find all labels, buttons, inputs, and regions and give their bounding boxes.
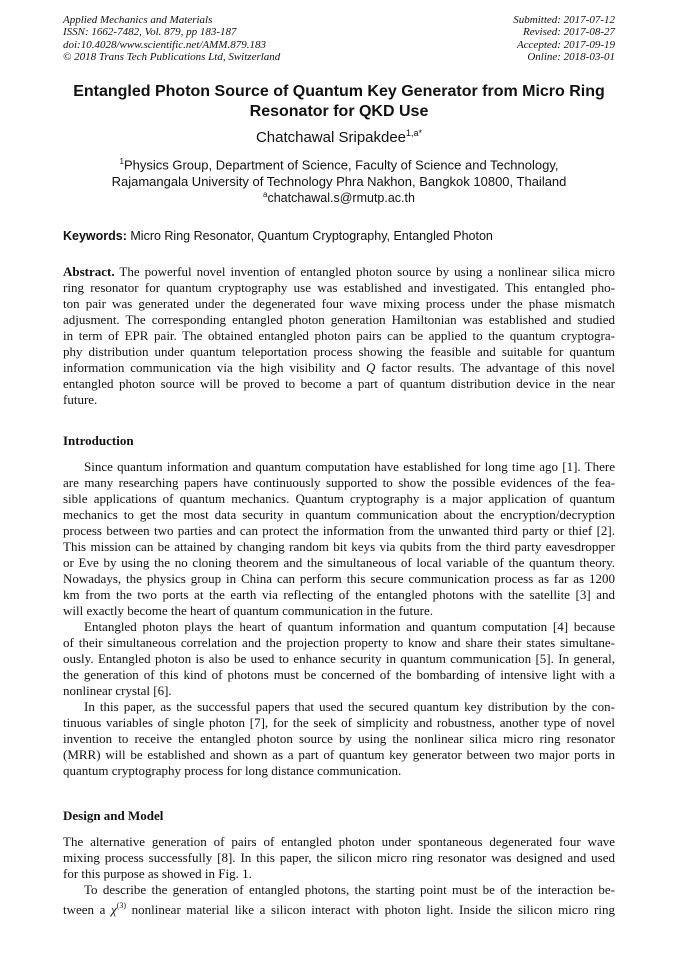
title-line: Resonator for QKD Use [249, 103, 429, 120]
abstract-label: Abstract. [63, 264, 115, 279]
affiliation [0, 153, 678, 190]
text-line: This mission can be attained by changing random bit keys via qubits from the third party eavesdropper [63, 539, 615, 554]
text-line: Since quantum information and quantum computation have established for long time ago [1]. There [84, 459, 615, 474]
text-segment: Q [366, 360, 376, 375]
email [0, 190, 678, 205]
text-line: Entangled photon plays the heart of quantum information and quantum computation [4] because [84, 619, 615, 634]
text-line: adjusment. The corresponding entangled photon generation Hamiltonian was established and studied [63, 312, 615, 327]
text-line [63, 360, 615, 376]
publication-dates [513, 14, 615, 63]
journal-info [63, 14, 280, 63]
section-introduction [63, 433, 615, 779]
section-design-and-model [63, 808, 615, 917]
revised-date: Revised: 2017-08-27 [523, 26, 615, 39]
paragraph [63, 834, 615, 882]
issn-volume: ISSN: 1662-7482, Vol. 879, pp 183-187 [63, 26, 237, 39]
paragraph [63, 699, 615, 779]
keywords [63, 229, 493, 243]
text-line: in term of EPR pair. The obtained entangled photon pairs can be applied to the quantum cryptogra- [63, 328, 615, 343]
copyright: © 2018 Trans Tech Publications Ltd, Switzerland [63, 50, 281, 63]
email-address[interactable]: chatchawal.s@rmutp.ac.th [267, 191, 415, 206]
text-line: process between two parties and can protect the information from the unwanted third party or thief [2]. [63, 523, 615, 538]
paragraph [63, 619, 615, 699]
text-line: In this paper, as the successful papers that used the secured quantum key distribution by the con- [84, 699, 615, 714]
section-heading: Introduction [63, 433, 134, 448]
text-line: (MRR) will be established and shown as a part of quantum key generator between two major ports in [63, 747, 615, 762]
doi: doi:10.4028/www.scientific.net/AMM.879.183 [63, 38, 266, 51]
text-line: will exactly become the heart of quantum communication in the future. [63, 603, 434, 618]
text-line: ton pair was generated under the degenerated four wave mixing process under the phase mismatch [63, 296, 615, 311]
paragraph [63, 264, 615, 408]
text-line: the generation of this kind of photons must be concerned of the bombarding of intensive light with a [63, 667, 615, 682]
author [0, 128, 678, 146]
affiliation-line: Physics Group, Department of Science, Faculty of Science and Technology, [123, 157, 559, 173]
text-line: ring resonator for quantum cryptography use was established and investigated. This entangled pho- [63, 280, 615, 295]
text-line: ously. Entangled photon is also be used to enhance security in quantum communication [5]. In general, [63, 651, 615, 666]
text-line: are many researching papers have continuously supported to show the possible evidences of the fea- [63, 475, 615, 490]
text-line [63, 898, 615, 917]
abstract [63, 264, 615, 408]
paper-title [40, 82, 638, 122]
accepted-date: Accepted: 2017-09-19 [516, 38, 615, 51]
text-segment: χ [111, 902, 117, 917]
author-sup: 1,a* [406, 128, 423, 138]
text-segment: The powerful novel invention of entangled photon source by using a nonlinear silica micro [114, 264, 615, 279]
journal-name: Applied Mechanics and Materials [63, 14, 213, 26]
text-line: phy distribution under quantum teleportation process showing the feasible and suitable for quantum [63, 344, 615, 359]
section-heading: Design and Model [63, 808, 164, 823]
text-line: mechanics to get the most data security in quantum communication about the encryption/decryption [63, 507, 615, 522]
text-segment: factor results. The advantage of this novel [375, 360, 615, 375]
paragraph [63, 459, 615, 619]
text-line: mixing process successfully [8]. In this paper, the silicon micro ring resonator was designed and used [63, 850, 615, 865]
text-line: entangled photon source will be proved to become a part of quantum distribution device in the near [63, 376, 615, 391]
text-line: invention to receive the entangled photon source by using the nonlinear silica micro ring resonator [63, 731, 615, 746]
text-line: tinuous variables of single photon [7], for the seek of simplicity and robustness, another type of novel [63, 715, 615, 730]
online-date: Online: 2018-03-01 [527, 50, 615, 63]
text-line: To describe the generation of entangled photons, the starting point must be of the interaction be- [84, 882, 615, 897]
text-segment: (3) [116, 901, 127, 910]
text-line: of their simultaneous correlation and the projection property to know and share their states simultane- [63, 635, 615, 650]
text-segment: tween a [63, 902, 112, 917]
text-segment: nonlinear material like a silicon interact with photon light. Inside the silicon micro ring [126, 902, 615, 917]
text-line: quantum cryptography process for long distance communication. [63, 763, 402, 778]
affiliation-sup: 1 [119, 157, 124, 166]
title-line: Entangled Photon Source of Quantum Key Generator from Micro Ring [73, 83, 605, 100]
text-line: future. [63, 392, 98, 407]
paragraph [63, 882, 615, 917]
submitted-date: Submitted: 2017-07-12 [513, 14, 615, 26]
text-line: nonlinear crystal [6]. [63, 683, 172, 698]
email-sup: a [263, 190, 268, 199]
keywords-text: Micro Ring Resonator, Quantum Cryptography, Entangled Photon [126, 229, 493, 243]
affiliation-line: Rajamangala University of Technology Phra Nakhon, Bangkok 10800, Thailand [111, 174, 567, 190]
text-line: sible applications of quantum mechanics. Quantum cryptography is a major application of quantum [63, 491, 615, 506]
text-line: Nowadays, the physics group in China can perform this secure communication process as far as 1200 [63, 571, 615, 586]
text-line: The alternative generation of pairs of entangled photon under spontaneous degenerated four wave [63, 834, 615, 849]
text-line: or Eve by using the no cloning theorem and the simultaneous of local variable of the quantum theory. [63, 555, 615, 570]
text-line: for this purpose as showed in Fig. 1. [63, 866, 252, 881]
text-line [63, 264, 615, 280]
text-line: km from the two ports at the earth via reflecting of the entangled photons with the satellite [3] and [63, 587, 615, 602]
text-segment: information communication via the high visibility and [63, 360, 367, 375]
keywords-label: Keywords: [63, 229, 127, 243]
author-name: Chatchawal Sripakdee [255, 129, 407, 146]
